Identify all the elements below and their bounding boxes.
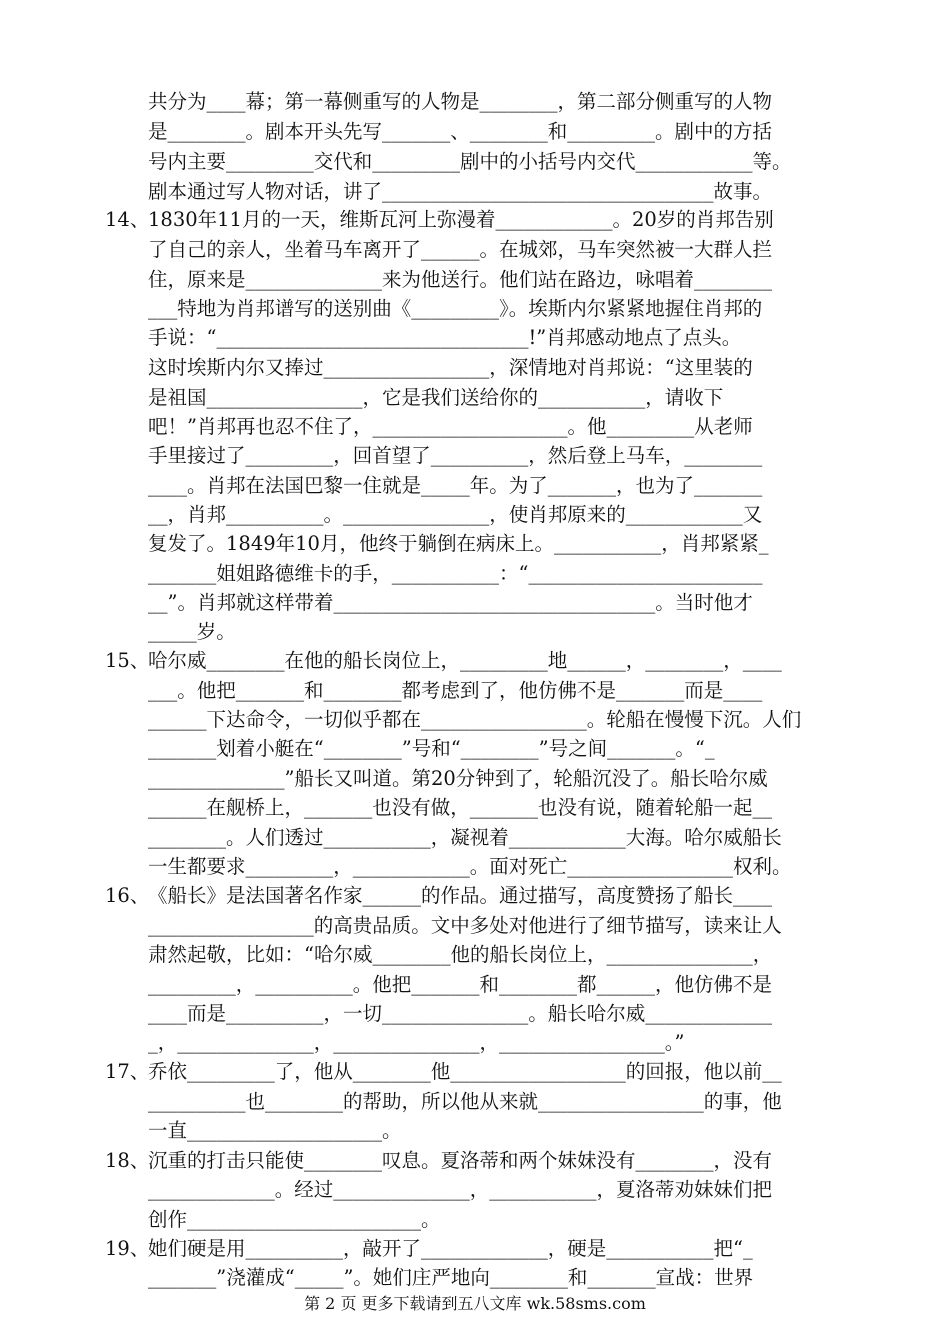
text-line: ____而是__________，一切_______________。船长哈尔威_____________ bbox=[148, 1002, 773, 1025]
text-line: ______________”船长又叫道。第20分钟到了，轮船沉没了。船长哈尔威 bbox=[148, 767, 768, 790]
text-line: __”。肖邦就这样带着_________________________________。当时他才 bbox=[148, 591, 753, 614]
question-number: 16、 bbox=[105, 884, 150, 907]
text-line: 一生都要求_________，____________。面对死亡_________________权利。 bbox=[148, 855, 792, 878]
text-line: 号内主要_________交代和_________剧中的小括号内交代____________等。 bbox=[148, 150, 792, 173]
question-number: 14、 bbox=[105, 208, 150, 231]
text-line: 共分为____幕；第一幕侧重写的人物是________，第二部分侧重写的人物 bbox=[148, 90, 773, 113]
text-line: _，______________，_______________，_________________。” bbox=[148, 1031, 685, 1054]
question-number: 17、 bbox=[105, 1060, 150, 1083]
text-line: ______在舰桥上，_______也没有做，_______也没有说，随着轮船一起__ bbox=[148, 796, 773, 819]
text-line: ____。肖邦在法国巴黎一住就是_____年。为了_______，也为了_______ bbox=[148, 474, 763, 497]
text-line: ______下达命令，一切似乎都在_________________。轮船在慢慢下沉。人们 bbox=[148, 708, 802, 731]
text-line: 1830年11月的一天，维斯瓦河上弥漫着____________。20岁的肖邦告别 bbox=[148, 208, 774, 231]
text-line: _______划着小艇在“________”号和“________”号之间_______。“_ bbox=[148, 737, 715, 760]
text-line: 是祖国________________，它是我们送给你的___________，请收下 bbox=[148, 386, 724, 409]
page-footer: 第 2 页 更多下载请到五八文库 wk.58sms.com bbox=[304, 1294, 646, 1313]
text-line: 肃然起敬，比如：“哈尔威________他的船长岗位上，_______________， bbox=[148, 943, 773, 966]
text-line: _________________的高贵品质。文中多处对他进行了细节描写，读来让人 bbox=[148, 914, 782, 937]
text-line: 乔依_________了，他从________他__________________的回报，他以前__ bbox=[148, 1060, 782, 1083]
text-line: __，肖邦__________。_______________，使肖邦原来的____________又 bbox=[148, 503, 763, 526]
text-line: _____岁。 bbox=[148, 620, 236, 643]
text-line: 是________。剧本开头先写_______、________和_________。剧中的方括 bbox=[148, 120, 773, 143]
text-line: 哈尔威________在他的船长岗位上，_________地______，________，____ bbox=[148, 649, 782, 672]
text-line: _______姐姐路德维卡的手，___________：“________________________ bbox=[148, 562, 763, 585]
text-line: 《船长》是法国著名作家______的作品。通过描写，高度赞扬了船长____ bbox=[148, 884, 773, 907]
text-line: 了自己的亲人，坐着马车离开了______。在城郊，马车突然被一大群人拦 bbox=[148, 238, 773, 261]
text-line: 这时埃斯内尔又捧过_________________，深情地对肖邦说：“这里装的 bbox=[148, 356, 753, 379]
text-line: _____________。经过______________，___________，夏洛蒂劝妹妹们把 bbox=[148, 1178, 773, 1201]
text-line: 手说：“________________________________!”肖邦感动地点了点头。 bbox=[148, 326, 742, 349]
text-line: 手里接过了_________，回首望了__________，然后登上马车，________ bbox=[148, 444, 763, 467]
question-number: 18、 bbox=[105, 1149, 150, 1172]
text-line: _________，__________。他把_______和________都______，他仿佛不是 bbox=[148, 973, 773, 996]
question-number: 19、 bbox=[105, 1237, 150, 1260]
text-line: 复发了。1849年10月，他终于躺倒在病床上。___________，肖邦紧紧_ bbox=[148, 532, 769, 555]
text-line: 沉重的打击只能使________叹息。夏洛蒂和两个妹妹没有________，没有 bbox=[148, 1149, 773, 1172]
text-line: __________也________的帮助，所以他从来就_________________的事，他 bbox=[148, 1090, 782, 1113]
text-line: ________。人们透过___________，凝视着____________大海。哈尔威船长 bbox=[148, 826, 782, 849]
text-line: _______”浇灌成“_____”。她们庄严地向________和_______宣战：世界 bbox=[148, 1266, 754, 1289]
text-line: 创作________________________。 bbox=[148, 1208, 441, 1231]
question-number: 15、 bbox=[105, 649, 150, 672]
text-line: 一直____________________。 bbox=[148, 1119, 402, 1142]
text-line: ___特地为肖邦谱写的送别曲《_________》。埃斯内尔紧紧地握住肖邦的 bbox=[148, 297, 763, 320]
text-line: ___。他把_______和________都考虑到了，他仿佛不是_______而是____ bbox=[148, 679, 763, 702]
text-line: 吧！”肖邦再也忍不住了，____________________。他_________从老师 bbox=[148, 415, 753, 438]
text-line: 住，原来是______________来为他送行。他们站在路边，咏唱着________ bbox=[148, 268, 773, 291]
text-line: 剧本通过写人物对话，讲了__________________________________故事。 bbox=[148, 180, 773, 203]
text-line: 她们硬是用__________，敲开了_____________，硬是___________把“_ bbox=[148, 1237, 753, 1260]
